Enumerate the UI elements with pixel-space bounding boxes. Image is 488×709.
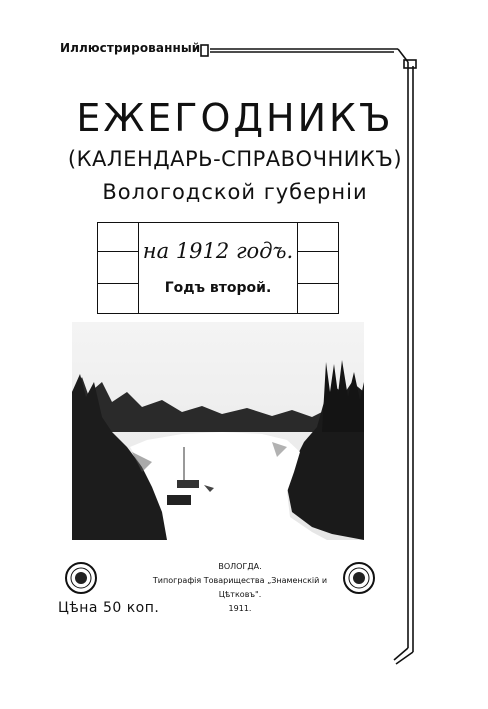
imprint-year: 1911. [228,604,252,613]
year-text: на 1912 годъ. [142,239,294,263]
edition-text: Годъ второй. [164,280,272,296]
left-publisher-stamp-icon [64,561,98,595]
year-box [97,222,339,314]
top-label: Иллюстрированный [60,41,201,55]
year-box-right-ornament [297,223,338,313]
region-line: Вологодской губерніи [102,180,368,204]
imprint-city: ВОЛОГДА. [218,562,262,571]
right-publisher-stamp-icon [342,561,376,595]
imprint-printer: Типографія Товарищества „Знаменскій и Цѣтковъ". [152,576,328,599]
price-label: Цѣна 50 коп. [58,600,160,616]
river-landscape-photo [72,322,364,540]
year-box-left-ornament [98,223,139,313]
page-title: ЕЖЕГОДНИКЪ [76,96,394,140]
imprint [140,560,340,616]
subtitle: (КАЛЕНДАРЬ-СПРАВОЧНИКЪ) [67,147,403,171]
